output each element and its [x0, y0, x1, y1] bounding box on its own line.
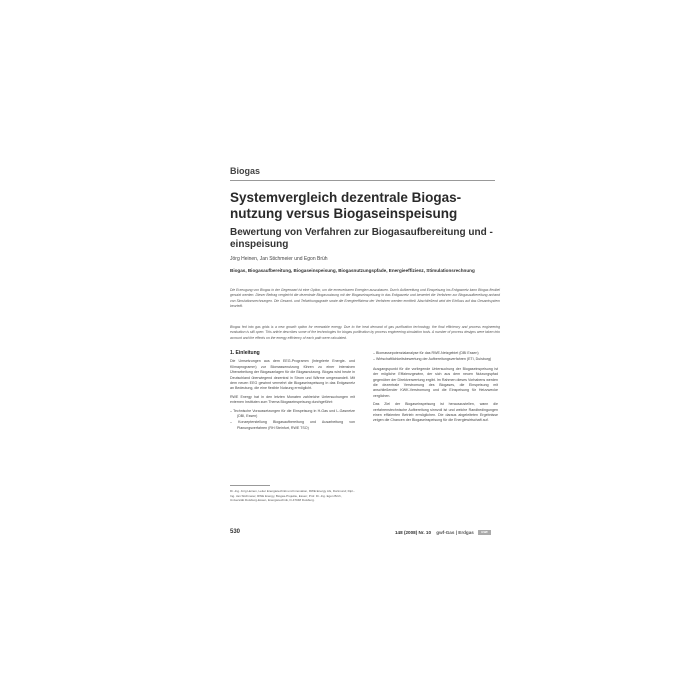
- body-column-left: [230, 351, 355, 432]
- section-rule: [230, 180, 495, 181]
- footnote: Dr.-Ing. Jörg Heinen, Leiter Energietechnik und Innovation, RWE Energy AG, Dortmund; Dipl.-Ing. Jan Stichmeier, RWE Energy, Biogas-Projekte, Essen; Prof. Dr.-Ing. Egon Brüh, Universität Duisburg-Essen, Energietechnik, D-47048 Duisburg.: [230, 489, 355, 503]
- article-subtitle: Bewertung von Verfahren zur Biogasaufbereitung und -einspeisung: [230, 227, 493, 250]
- bullet-item: – Wirtschaftlichkeitsbewertung der Aufbereitungsverfahren (ETI, Duisburg): [373, 357, 498, 362]
- bullet-item: – Technische Voraussetzungen für die Einspeisung in H-Gas und L-Gasnetze (DBI, Essen): [230, 409, 355, 420]
- footnote-rule: [230, 485, 270, 486]
- abstract-german: Die Erzeugung von Biogas in der Gegenwart ist eine Option, um die erneuerbaren Energien auszubauen. Durch Aufbereitung und Einspeisung ins Erdgasnetz kann Biogas flexibel genutzt werden. Dieser Beitrag vergleicht die dezentrale Biogasnutzung mit der Biogaseinspeisung in das Erdgasnetz und bewertet die Verfahren zur Biogasaufbereitung anhand von Simulationsrechnungen. Die Gesamt- und Teilwirkungsgrade sowie die Energieeffizienz der Verfahren werden ermittelt. Abschließend wird der Einfluss auf das Gesamtsystem beurteilt.: [230, 288, 500, 309]
- bullet-item: – Konzepterstellung Biogasaufbereitung und Ausarbeitung von Planungsverfahren (RH Steinfurt, RWE TSO): [230, 420, 355, 431]
- authors: Jörg Heinen, Jan Stichmeier und Egon Brüh: [230, 256, 328, 262]
- body-paragraph: RWE Energy hat in den letzten Monaten zahlreiche Untersuchungen mit externen Instituten zum Thema Biogaseinspeisung durchgeführt:: [230, 394, 355, 405]
- abstract-english: Biogas fed into gas grids is a new growth option for renewable energy. Due to the heat demand of gas purification technology, the final efficiency and process engineering evaluation is still open. This article describes some of the technologies for biogas purification by process engineering simulation tools. A number of process designs were taken into account and the effects on the energy efficiency of each path were calculated.: [230, 325, 500, 340]
- journal-name: gwf-Gas | Erdgas: [436, 530, 474, 535]
- journal-issue: 148 (2008) Nr. 10: [395, 530, 432, 535]
- journal-footer: [395, 530, 491, 535]
- body-paragraph: Die Umsetzungen aus dem EEG-Programm (Integrierte Energie- und Klimaprogramm) zur Biomassenutzung führen zu einer intensiven Überarbeitung der Biogasanlagen für die Biogasnutzung. Biogas wird heute in Deutschland überwiegend dezentral in Strom und Wärme umgewandelt. Mit dem neuen EEG gewinnt vermehrt die Biogaseinspeisung in das Erdgasnetz an Bedeutung, die eine flexible Nutzung ermöglicht.: [230, 359, 355, 391]
- section-heading: 1. Einleitung: [230, 350, 260, 356]
- page-number: 530: [230, 529, 241, 535]
- body-paragraph: Das Ziel der Biogaseinspeisung ist herauszustellen, wann die verfahrenstechnische Aufbereitung sinnvoll ist und welche Randbedingungen einen effizienten Betrieb ermöglichen. Die daraus abgeleiteten Ergebnisse zeigen die Chancen der Biogaseinspeisung für die Energiewirtschaft auf.: [373, 402, 498, 423]
- body-column-right: [373, 351, 498, 427]
- journal-logo-icon: GWF: [478, 530, 491, 535]
- keywords: Biogas, Biogasaufbereitung, Biogaseinspeisung, Biogasnutzungspfade, Energieeffizienz, Stimulationsrechnung: [230, 268, 475, 273]
- bullet-item: – Biomassepotenzialanalyse für das RWE-Netzgebiet (DBI Essen): [373, 351, 498, 356]
- body-paragraph: Ausgangspunkt für die vorliegende Untersuchung der Biogaseinspeisung ist der mögliche Effizienzgewinn, der sich aus dem neuen Nutzungspfad gegenüber der Direktverwertung ergibt. Im Rahmen dieses Vorhabens werden die dezentrale Verstromung des Biogases, die Einspeisung mit anschließender KWK-Verstromung und die Einspeisung für Heizzwecke verglichen.: [373, 366, 498, 398]
- article-title: Systemvergleich dezentrale Biogas-nutzung versus Biogaseinspeisung: [230, 190, 462, 221]
- section-label: Biogas: [230, 166, 261, 176]
